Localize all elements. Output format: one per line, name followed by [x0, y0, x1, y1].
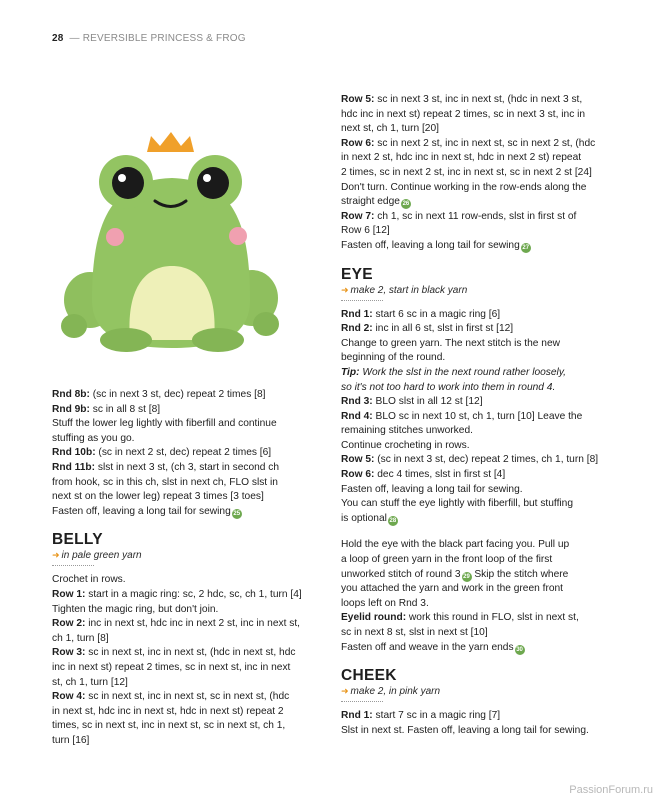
instruction-text: (sc in next 3 st, dec) repeat 2 times, ch 1, turn [8] — [374, 454, 599, 466]
instruction-line — [52, 617, 322, 632]
instruction-line — [341, 308, 617, 323]
instruction-line — [341, 439, 617, 454]
instruction-line — [341, 468, 617, 483]
instruction-label: Rnd 1: — [341, 710, 373, 722]
instruction-line — [52, 719, 322, 734]
instruction-text: inc in next st) repeat 2 times, sc in next st, inc in next — [52, 661, 291, 673]
instruction-line — [52, 432, 322, 447]
instruction-text: (sc in next 3 st, dec) repeat 2 times [8] — [89, 389, 266, 400]
instruction-line — [341, 224, 617, 239]
instruction-label: Rnd 2: — [341, 323, 373, 335]
step-photo-badge-icon: 25 — [233, 510, 241, 517]
instruction-line — [341, 381, 617, 396]
instruction-text: is optional — [341, 512, 387, 524]
instruction-line — [341, 239, 617, 254]
instruction-text: unworked stitch of round 3 — [341, 568, 461, 580]
instruction-label: Row 2: — [52, 618, 86, 630]
instruction-text: Row 6 [12] — [341, 225, 390, 237]
instruction-line — [341, 483, 617, 498]
instruction-line — [341, 553, 617, 568]
instruction-line — [52, 705, 322, 720]
instruction-label: Row 6: — [341, 469, 375, 481]
cheek-heading: CHEEK — [341, 667, 397, 685]
instruction-line — [341, 626, 617, 641]
instruction-line — [341, 337, 617, 352]
instruction-label: Row 3: — [52, 647, 86, 659]
arrow-icon: ➜ — [341, 686, 349, 697]
instruction-text: Fasten off and weave in the yarn ends — [341, 641, 514, 653]
instruction-text: Don't turn. Continue working in the row-ends along the — [341, 181, 587, 193]
instruction-label: Tip: — [341, 366, 360, 378]
instruction-text: hdc inc in next st) repeat 2 times, sc in next 3 st, inc in — [341, 108, 586, 120]
instruction-line — [341, 724, 617, 739]
instruction-text: dec 4 times, slst in first st [4] — [374, 469, 506, 481]
instruction-label: Row 4: — [52, 691, 86, 703]
instruction-line — [52, 446, 322, 461]
instruction-text: Stuff the lower leg lightly with fiberfill and continue — [52, 418, 277, 430]
instruction-text: you attached the yarn and work in the green front — [341, 583, 564, 595]
instruction-line — [52, 505, 322, 520]
instruction-line — [52, 632, 322, 647]
instruction-text: start 7 sc in a magic ring [7] — [372, 710, 501, 722]
instruction-text: next st on the lower leg) repeat 3 times [3 toes] — [52, 491, 264, 503]
instruction-text: Fasten off, leaving a long tail for sewing — [52, 505, 231, 517]
instruction-text: sc in next 3 st, inc in next st, (hdc in next 3 st, — [374, 94, 583, 105]
cheek-subtitle-text: make 2, in pink yarn — [350, 686, 441, 698]
instruction-text: sc in next st, inc in next st, (hdc in next st, hdc — [85, 647, 296, 659]
instruction-text: Change to green yarn. The next stitch is the new — [341, 337, 560, 349]
left-column — [52, 388, 322, 748]
frog-photo — [52, 100, 290, 378]
eye-subtitle-text: make 2, start in black yarn — [350, 284, 468, 296]
instruction-line — [341, 582, 617, 597]
watermark: PassionForum.ru — [569, 784, 653, 796]
instruction-text: st, ch 1, turn [12] — [52, 676, 128, 688]
instruction-text: slst in next 3 st, (ch 3, start in second ch — [95, 461, 280, 473]
instruction-line — [341, 151, 617, 166]
instruction-line — [52, 588, 322, 603]
instruction-line — [341, 195, 617, 210]
instruction-text: next st, ch 1, turn [20] — [341, 123, 439, 135]
step-photo-badge-icon: 27 — [522, 244, 530, 251]
instruction-text: loops left on Rnd 3. — [341, 597, 429, 609]
instruction-text: Fasten off, leaving a long tail for sewing — [341, 239, 520, 251]
dotted-divider — [52, 565, 94, 566]
instruction-text: remaining stitches unworked. — [341, 425, 473, 437]
instruction-line — [341, 453, 617, 468]
instruction-text: 2 times, sc in next 2 st, inc in next st, sc in next 2 st [24] — [341, 166, 592, 178]
instruction-text: sc in next 2 st, inc in next st, sc in next 2 st, (hdc — [374, 137, 596, 149]
instruction-text: (sc in next 2 st, dec) repeat 2 times [6] — [95, 447, 272, 459]
instruction-line — [341, 395, 617, 410]
instruction-text: times, sc in next st, inc in next st, sc in next st, ch 1, — [52, 720, 286, 732]
instruction-line — [52, 603, 322, 618]
instruction-label: Rnd 8b: — [52, 389, 90, 400]
instruction-label: Rnd 9b: — [52, 403, 90, 415]
instruction-line — [52, 461, 322, 476]
instruction-line — [52, 661, 322, 676]
belly-subtitle — [52, 549, 322, 562]
instruction-text: inc in next st, hdc inc in next 2 st, inc in next st, — [85, 618, 301, 630]
instruction-text: Hold the eye with the black part facing you. Pull up — [341, 539, 570, 551]
instruction-text: sc in next st, inc in next st, sc in next st, (hdc — [85, 691, 290, 703]
step-photo-badge-icon: 29 — [463, 573, 470, 580]
instruction-label: Rnd 1: — [341, 308, 373, 320]
step-photo-badge-icon: 26 — [402, 201, 410, 208]
instruction-text-continued: Skip the stitch where — [471, 568, 569, 580]
instruction-text: so it's not too hard to work into them in round 4. — [341, 381, 556, 393]
belly-heading: BELLY — [52, 531, 103, 549]
instruction-label: Row 7: — [341, 210, 375, 222]
instruction-text: ch 1, sc in next 11 row-ends, slst in first st of — [374, 210, 577, 222]
instruction-line — [341, 122, 617, 137]
instruction-line — [341, 366, 617, 381]
instruction-label: Row 6: — [341, 137, 375, 149]
running-title: — REVERSIBLE PRINCESS & FROG — [69, 33, 246, 44]
instruction-text: start 6 sc in a magic ring [6] — [372, 308, 501, 320]
instruction-line — [52, 690, 322, 705]
dotted-divider — [341, 300, 383, 301]
instruction-label: Rnd 4: — [341, 410, 373, 422]
dotted-divider — [341, 701, 383, 702]
instruction-text: stuffing as you go. — [52, 432, 135, 444]
step-photo-badge-icon: 30 — [516, 646, 523, 653]
instruction-text: Slst in next st. Fasten off, leaving a long tail for sewing. — [341, 724, 589, 736]
instruction-line — [341, 538, 617, 553]
instruction-line — [341, 137, 617, 152]
instruction-line — [52, 573, 322, 588]
instruction-line — [52, 646, 322, 661]
instruction-text: You can stuff the eye lightly with fiberfill, but stuffing — [341, 498, 573, 510]
belly-subtitle-text: in pale green yarn — [61, 550, 142, 562]
instruction-text: in next 2 st, hdc inc in next st, hdc in next 2 st) repeat — [341, 152, 582, 164]
right-column — [341, 93, 617, 738]
instruction-text: ch 1, turn [8] — [52, 632, 109, 644]
instruction-text: Crochet in rows. — [52, 574, 126, 586]
instruction-label: Eyelid round: — [341, 612, 407, 624]
cheek-subtitle — [341, 685, 617, 698]
instruction-text: turn [16] — [52, 734, 90, 746]
instruction-label: Rnd 3: — [341, 396, 373, 408]
instruction-text: work this round in FLO, slst in next st, — [406, 612, 579, 624]
instruction-text: Continue crocheting in rows. — [341, 439, 470, 451]
instruction-text: Tighten the magic ring, but don't join. — [52, 603, 219, 615]
instruction-line — [341, 210, 617, 225]
instruction-text: inc in all 6 st, slst in first st [12] — [372, 323, 514, 335]
instruction-line — [341, 611, 617, 626]
instruction-line — [341, 93, 617, 108]
instruction-line — [341, 497, 617, 512]
instruction-line — [341, 641, 617, 656]
instruction-text: sc in all 8 st [8] — [89, 403, 161, 415]
instruction-line — [341, 322, 617, 337]
instruction-line — [341, 166, 617, 181]
arrow-icon: ➜ — [52, 550, 60, 561]
instruction-text: straight edge — [341, 196, 400, 208]
instruction-text: start in a magic ring: sc, 2 hdc, sc, ch 1, turn [4] — [85, 588, 302, 600]
paragraph-gap — [341, 526, 617, 538]
step-photo-badge-icon: 28 — [389, 517, 397, 524]
instruction-line — [341, 351, 617, 366]
instruction-line — [341, 410, 617, 425]
instruction-line — [52, 417, 322, 432]
running-header — [52, 33, 246, 44]
instruction-label: Row 5: — [341, 94, 375, 105]
instruction-label: Rnd 10b: — [52, 447, 96, 459]
instruction-line — [341, 709, 617, 724]
instruction-line — [341, 597, 617, 612]
instruction-line — [52, 490, 322, 505]
instruction-text: a loop of green yarn in the front loop of the first — [341, 554, 553, 566]
instruction-label: Rnd 11b: — [52, 461, 96, 473]
instruction-line — [52, 388, 322, 403]
instruction-line — [341, 568, 617, 583]
instruction-line — [341, 512, 617, 527]
instruction-text: BLO slst in all 12 st [12] — [372, 396, 483, 408]
instruction-text: Work the slst in the next round rather loosely, — [359, 366, 566, 378]
arrow-icon: ➜ — [341, 284, 349, 295]
instruction-label: Row 5: — [341, 454, 375, 466]
instruction-text: sc in next 8 st, slst in next st [10] — [341, 627, 488, 638]
instruction-label: Row 1: — [52, 588, 86, 600]
instruction-line — [52, 403, 322, 418]
eye-subtitle — [341, 284, 617, 297]
instruction-line — [52, 734, 322, 749]
instruction-line — [341, 108, 617, 123]
instruction-line — [341, 424, 617, 439]
instruction-text: from hook, sc in this ch, slst in next ch, FLO slst in — [52, 476, 278, 488]
instruction-text: BLO sc in next 10 st, ch 1, turn [10] Leave the — [372, 410, 583, 422]
instruction-line — [52, 476, 322, 491]
page-number: 28 — [52, 33, 64, 44]
instruction-line — [341, 181, 617, 196]
eye-heading: EYE — [341, 265, 373, 283]
instruction-line — [52, 676, 322, 691]
instruction-text: in next st, hdc inc in next st, hdc in next st) repeat 2 — [52, 705, 284, 717]
instruction-text: beginning of the round. — [341, 352, 446, 364]
instruction-text: Fasten off, leaving a long tail for sewing. — [341, 483, 523, 495]
